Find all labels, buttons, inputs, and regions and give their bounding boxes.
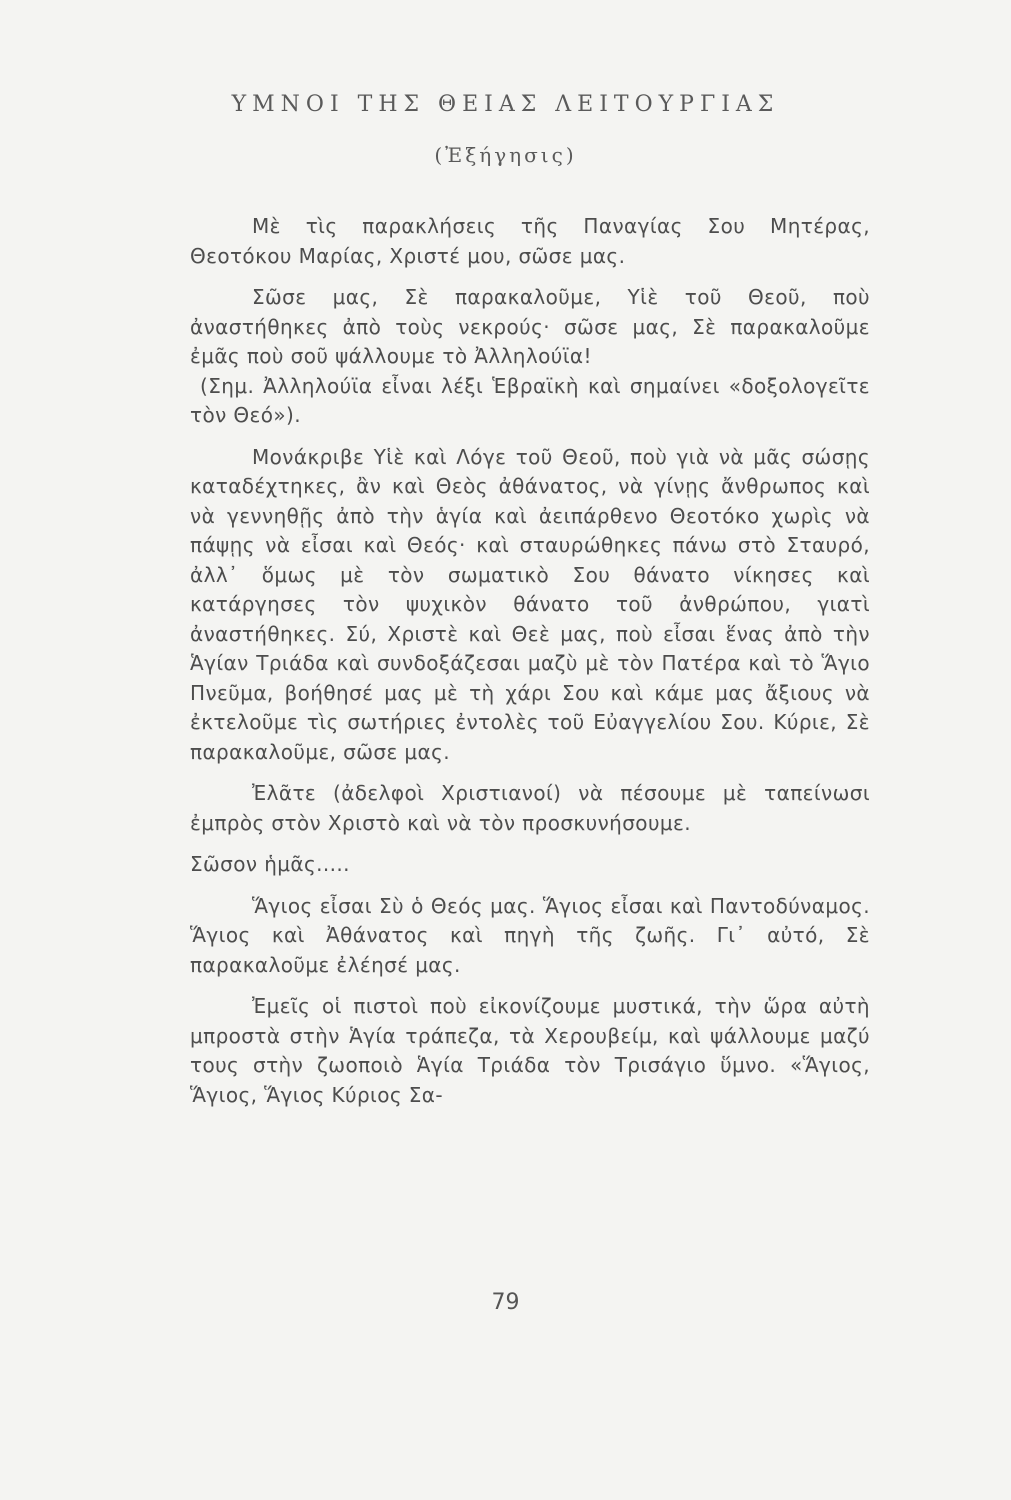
paragraph-7: Ἐμεῖς οἱ πιστοὶ ποὺ εἰκονίζουμε μυστικά, τὴν ὥρα αὐτὴ μπροστὰ στὴν Ἁγία τράπεζα, τὰ Χερουβείμ, καὶ ψάλλουμε μαζύ τους στὴν ζωοποιὸ Ἁγία Τριάδα τὸν Τρισάγιο ὕμνο. «Ἅγιος, Ἅγιος, Ἅγιος Κύριος Σα- (190, 994, 870, 1107)
page-title: ΥΜΝΟΙ ΤΗΣ ΘΕΙΑΣ ΛΕΙΤΟΥΡΓΙΑΣ (231, 92, 780, 117)
paragraph-4: Ἐλᾶτε (ἀδελφοὶ Χριστιανοί) νὰ πέσουμε μὲ ταπείνωσι ἐμπρὸς στὸν Χριστὸ καὶ νὰ τὸν προσκυνήσουμε. (190, 781, 870, 835)
page-number: 79 (491, 1290, 520, 1315)
paragraph-1: Μὲ τὶς παρακλήσεις τῆς Παναγίας Σου Μητέρας, Θεοτόκου Μαρίας, Χριστέ μου, σῶσε μας. (190, 214, 870, 268)
page-subtitle: (Ἐξήγησις) (434, 143, 577, 167)
paragraph-3: Μονάκριβε Υἱὲ καὶ Λόγε τοῦ Θεοῦ, ποὺ γιὰ νὰ μᾶς σώσῃς καταδέχτηκες, ἂν καὶ Θεὸς ἀθάνατος, νὰ γίνῃς ἄνθρωπος καὶ νὰ γεννηθῇς ἀπὸ τὴν ἁγία καὶ ἀειπάρθενο Θεοτόκο χωρὶς νὰ πάψῃς νὰ εἶσαι καὶ Θεός· καὶ σταυρώθηκες πάνω στὸ Σταυρό, ἀλλ᾽ ὅμως μὲ τὸν σωματικὸ Σου θάνατο νίκησες καὶ κατάργησες τὸν ψυχικὸν θάνατο τοῦ ἀνθρώπου, γιατὶ ἀναστήθηκες. Σύ, Χριστὲ καὶ Θεὲ μας, ποὺ εἶσαι ἕνας ἀπὸ τὴν Ἁγίαν Τριάδα καὶ συνδοξάζεσαι μαζὺ μὲ τὸν Πατέρα καὶ τὸ Ἅγιο Πνεῦμα, βοήθησέ μας μὲ τὴ χάρι Σου καὶ κάμε μας ἄξιους νὰ ἐκτελοῦμε τὶς σωτήριες ἐντολὲς τοῦ Εὐαγγελίου Σου. Κύριε, Σὲ παρακαλοῦμε, σῶσε μας. (190, 444, 870, 764)
paragraph-5: Σῶσον ἡμᾶς..... (190, 852, 350, 876)
paragraph-6: Ἅγιος εἶσαι Σὺ ὁ Θεός μας. Ἅγιος εἶσαι καὶ Παντοδύναμος. Ἅγιος καὶ Ἀθάνατος καὶ πηγὴ τῆς ζωῆς. Γι᾽ αὐτό, Σὲ παρακαλοῦμε ἐλέησέ μας. (190, 893, 870, 977)
paragraph-note: (Σημ. Ἀλληλούϊα εἶναι λέξι Ἑβραϊκὴ καὶ σημαίνει «δοξολογεῖτε τὸν Θεό»). (190, 373, 870, 427)
body-text (190, 212, 870, 1122)
paragraph-2: Σῶσε μας, Σὲ παρακαλοῦμε, Υἱὲ τοῦ Θεοῦ, ποὺ ἀναστήθηκες ἀπὸ τοὺς νεκρούς· σῶσε μας, Σὲ παρακαλοῦμε ἐμᾶς ποὺ σοῦ ψάλλουμε τὸ Ἀλληλούϊα! (190, 285, 870, 368)
page-header (0, 92, 1011, 167)
